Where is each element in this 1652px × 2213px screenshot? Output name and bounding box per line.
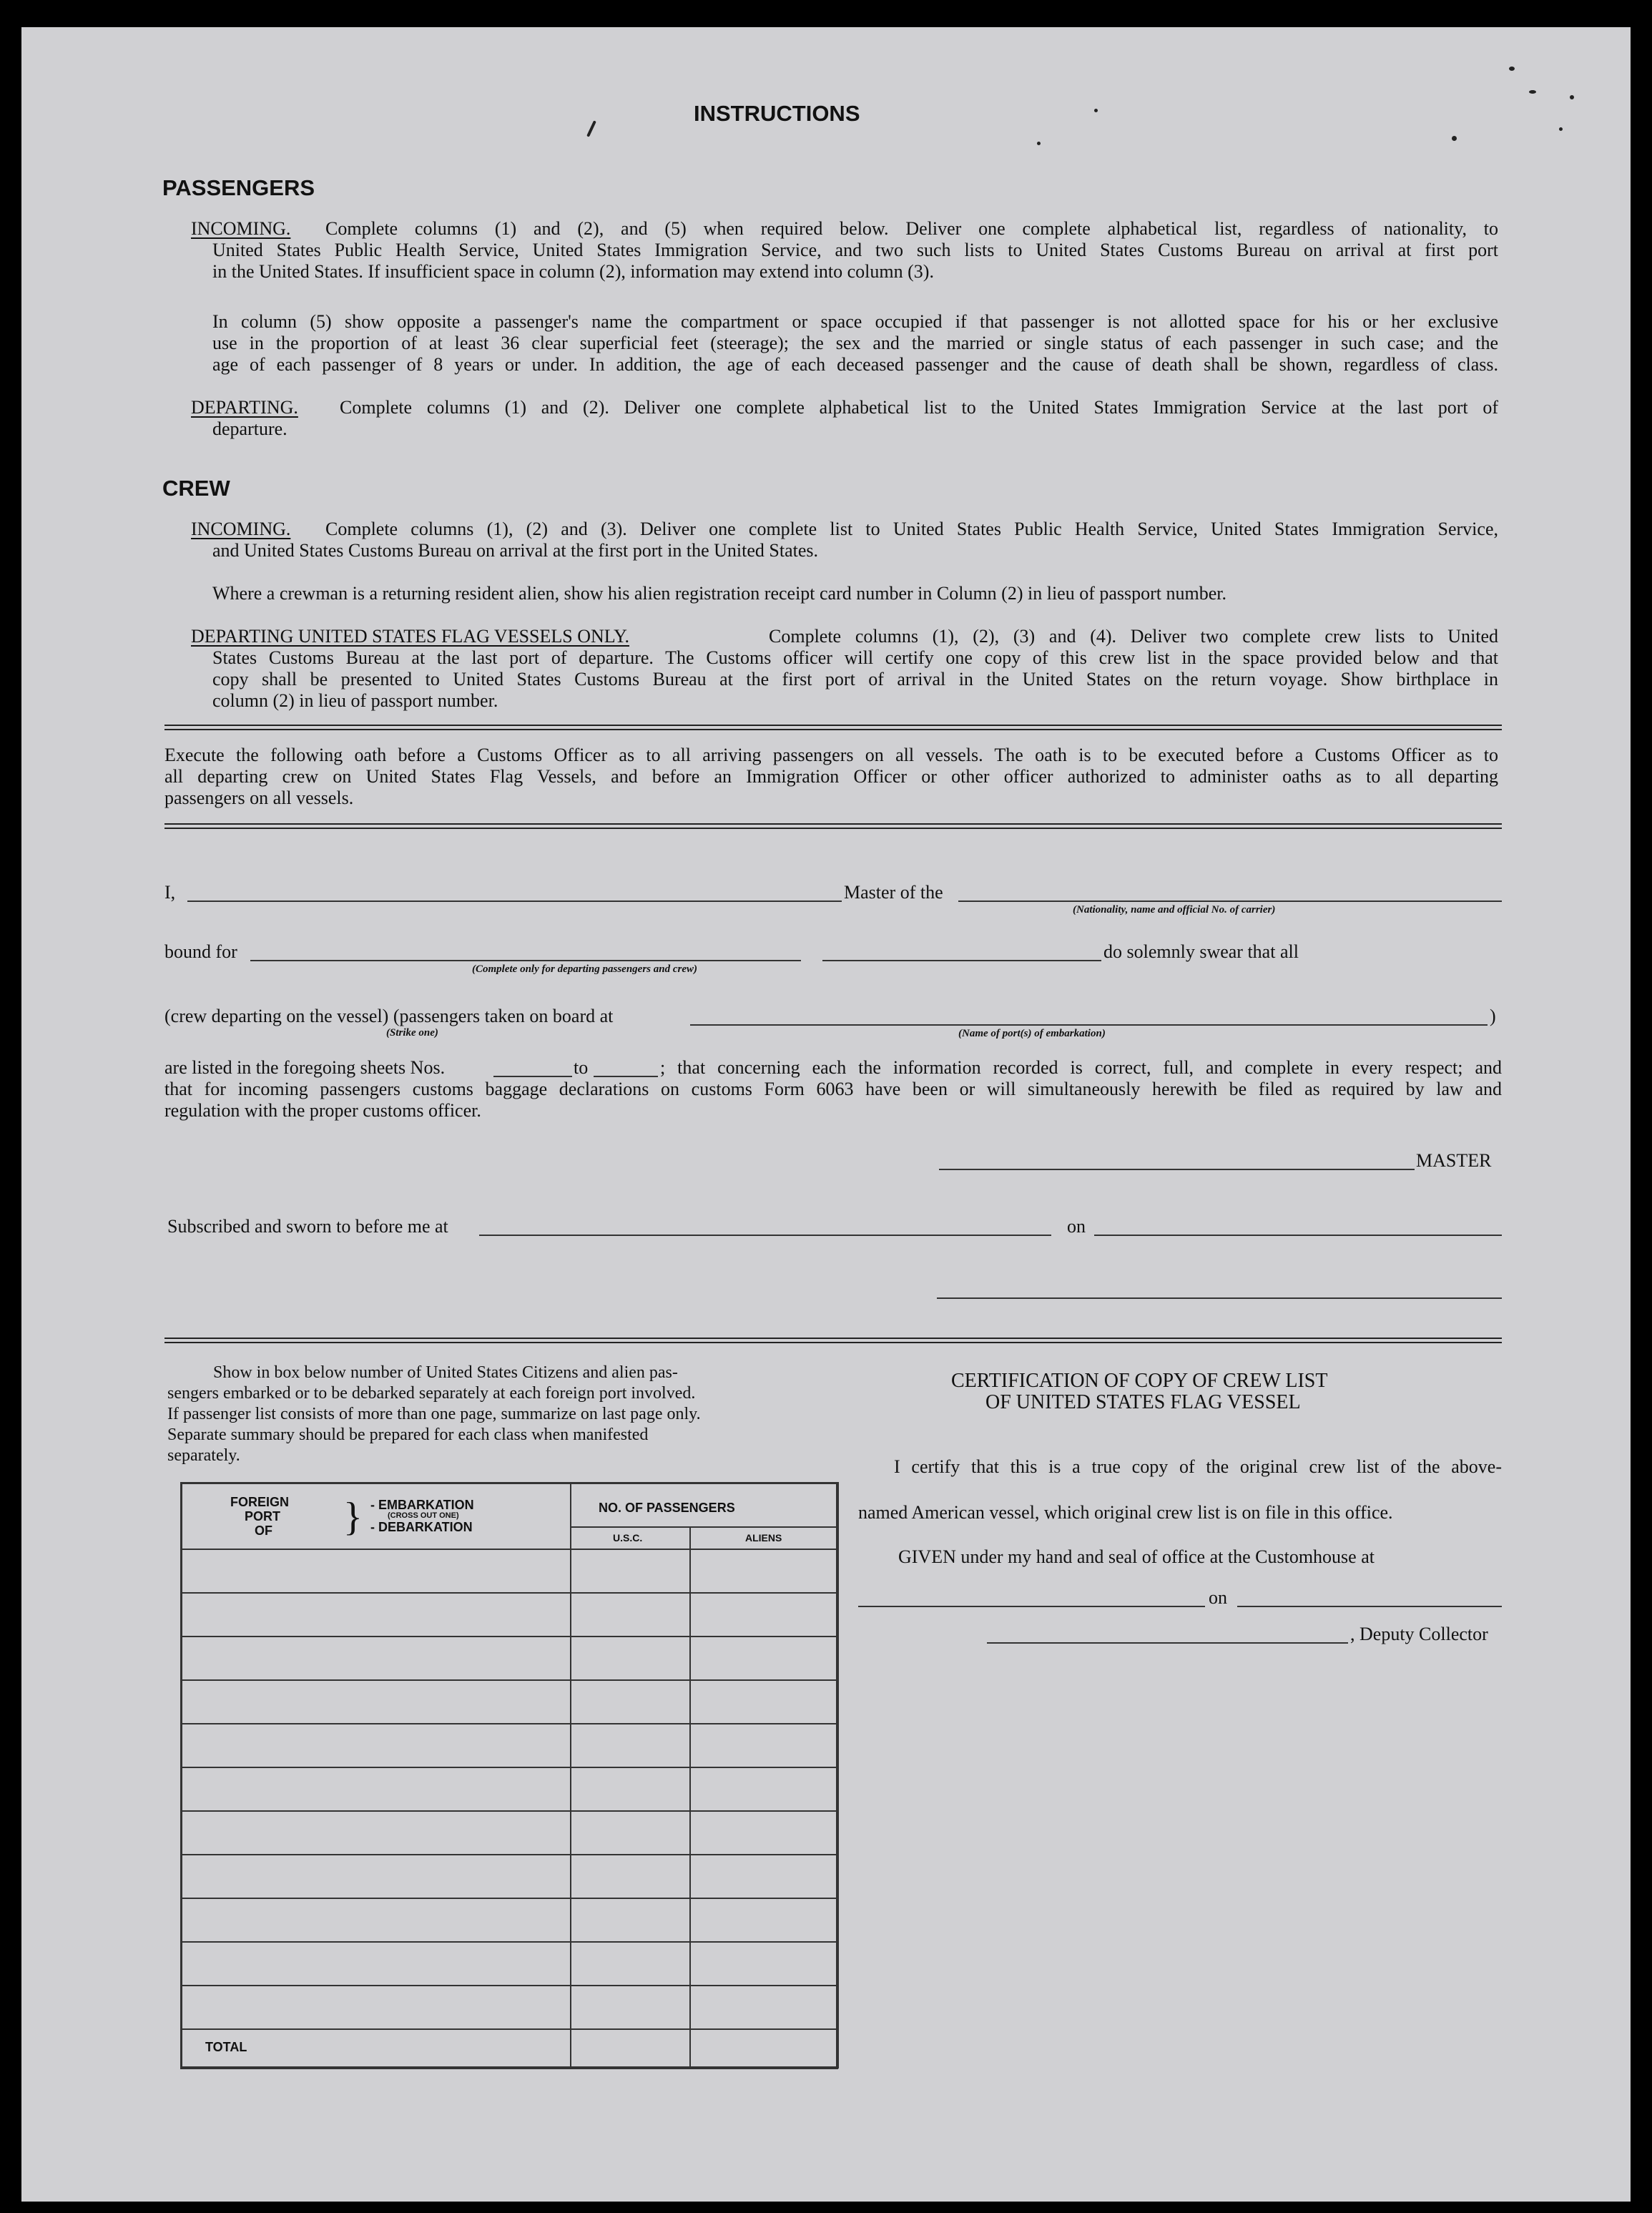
summary-instruction-line: If passenger list consists of more than one page, summarize on last page only. (167, 1405, 701, 1423)
listed-to: to (574, 1057, 589, 1078)
scan-speck (1094, 109, 1098, 112)
scan-speck (1559, 127, 1563, 131)
column5-line: use in the proportion of at least 36 clear superficial feet (steerage); the sex and the married or single status of each passenger in such case; and the (212, 333, 1498, 353)
oath-swear: do solemnly swear that all (1103, 941, 1299, 962)
divider (164, 729, 1502, 730)
nationality-caption: (Nationality, name and official No. of carrier) (1073, 904, 1276, 916)
strike-one-caption: (Strike one) (386, 1027, 438, 1039)
crew-heading: CREW (162, 476, 230, 501)
divider (164, 1338, 1502, 1339)
deputy-collector-label: , Deputy Collector (1350, 1624, 1488, 1644)
summary-instruction-line: sengers embarked or to be debarked separately at each foreign port involved. (167, 1384, 696, 1403)
listed-post: ; that concerning each the information recorded is correct, full, and complete in every respect; and (660, 1057, 1502, 1078)
listed-line: that for incoming passengers customs baggage declarations on customs Form 6063 have been or will simultaneously herewith be filed as required by law and (164, 1079, 1502, 1099)
table-border (180, 1482, 182, 2069)
carrier-field[interactable] (958, 901, 1502, 902)
bound-for-field-2[interactable] (822, 960, 1101, 961)
subscribed-label: Subscribed and sworn to before me at (167, 1216, 448, 1237)
table-row-divider (180, 1636, 838, 1637)
listed-line: regulation with the proper customs officer. (164, 1100, 481, 1121)
crew-incoming-label: INCOMING. (191, 519, 291, 539)
table-row-divider (180, 1854, 838, 1855)
passengers-incoming-line: Complete columns (1) and (2), and (5) when required below. Deliver one complete alphabetical list, regardless of nationality, to (325, 218, 1498, 239)
no-of-passengers-label: NO. OF PASSENGERS (599, 1501, 735, 1515)
passengers-incoming-label: INCOMING. (191, 218, 291, 239)
deputy-collector-signature-field[interactable] (987, 1642, 1348, 1644)
master-signature-field[interactable] (939, 1169, 1415, 1170)
table-row-divider (180, 1723, 838, 1724)
subscribed-date-field[interactable] (1094, 1235, 1502, 1236)
column-divider (570, 1482, 571, 2069)
certification-title: CERTIFICATION OF COPY OF CREW LIST (951, 1370, 1328, 1392)
table-row-divider (180, 1592, 838, 1594)
customhouse-field[interactable] (858, 1606, 1205, 1607)
crew-departing-line: column (2) in lieu of passport number. (212, 690, 498, 711)
form-page (21, 27, 1631, 2202)
table-border (180, 2066, 838, 2069)
oath-i: I, (164, 882, 176, 903)
crew-incoming-line: Complete columns (1), (2) and (3). Deliver one complete list to United States Public Health Service, United States Immigration Service, (325, 519, 1498, 539)
oath-instruction-line: all departing crew on United States Flag Vessels, and before an Immigration Officer or other officer authorized to administer oaths as to all departing (164, 766, 1498, 787)
table-row-divider (180, 1985, 838, 1986)
oath-crew-departing: (crew departing on the vessel) (passengers taken on board at (164, 1006, 614, 1026)
table-row-divider (180, 1941, 838, 1943)
table-border (836, 1482, 839, 2069)
summary-instruction-line: separately. (167, 1446, 240, 1465)
scan-speck (1570, 95, 1574, 99)
passenger-summary-table (180, 1482, 838, 2069)
debarkation-label: - DEBARKATION (370, 1520, 473, 1534)
ports-caption: (Name of port(s) of embarkation) (958, 1028, 1106, 1039)
scan-speck (1037, 142, 1041, 145)
table-row-divider (180, 1898, 838, 1899)
passengers-departing-label: DEPARTING. (191, 397, 298, 418)
passengers-incoming-line: United States Public Health Service, United States Immigration Service, and two such lists to United States Customs Bureau on arrival at first port (212, 240, 1498, 260)
bound-caption: (Complete only for departing passengers and crew) (472, 963, 697, 975)
header-divider (180, 1549, 838, 1550)
scan-speck (1529, 90, 1536, 94)
passengers-departing-line: Complete columns (1) and (2). Deliver one complete alphabetical list to the United States Immigration Service at the last port of (340, 397, 1498, 418)
table-row-divider (180, 1679, 838, 1681)
crew-departing-line: States Customs Bureau at the last port of departure. The Customs officer will certify one copy of this crew list in the space provided below and that (212, 647, 1498, 668)
brace-icon: } (343, 1495, 363, 1539)
passengers-incoming-line: in the United States. If insufficient space in column (2), information may extend into column (3). (212, 261, 934, 282)
oath-bound-for: bound for (164, 941, 237, 962)
crew-departing-line: Complete columns (1), (2), (3) and (4). Deliver two complete crew lists to United (769, 626, 1498, 647)
scan-speck (1509, 67, 1515, 71)
sheets-to-field[interactable] (594, 1076, 658, 1077)
divider (164, 1342, 1502, 1343)
close-paren: ) (1490, 1006, 1496, 1026)
summary-instruction-line: Show in box below number of United States Citizens and alien pas- (213, 1363, 678, 1382)
subscribed-on: on (1067, 1216, 1086, 1237)
column5-line: age of each passenger of 8 years or under. In addition, the age of each deceased passenger and the cause of death shall be shown, regardless of class. (212, 354, 1498, 375)
oath-instruction-line: Execute the following oath before a Customs Officer as to all arriving passengers on all vessels. The oath is to be executed before a Customs Officer as to (164, 745, 1498, 765)
foreign-label: FOREIGN (230, 1495, 290, 1509)
embarkation-label: - EMBARKATION (370, 1498, 474, 1512)
certify-line: named American vessel, which original crew list is on file in this office. (858, 1502, 1393, 1523)
column-divider (689, 1526, 691, 2069)
table-row-divider (180, 2028, 838, 2030)
usc-label: U.S.C. (613, 1532, 643, 1544)
scan-speck (1452, 136, 1457, 141)
divider (164, 725, 1502, 726)
certify-line: I certify that this is a true copy of the original crew list of the above- (894, 1456, 1502, 1477)
ports-field[interactable] (690, 1024, 1488, 1026)
listed-pre: are listed in the foregoing sheets Nos. (164, 1057, 446, 1078)
passengers-departing-line: departure. (212, 418, 287, 439)
crew-departing-line: copy shall be presented to United States Customs Bureau at the first port of arrival in the United States on the return voyage. Show birthplace in (212, 669, 1498, 690)
scan-speck (586, 120, 596, 137)
certification-on: on (1209, 1587, 1227, 1608)
passengers-heading: PASSENGERS (162, 175, 315, 200)
table-row-divider (180, 1767, 838, 1768)
summary-instruction-line: Separate summary should be prepared for each class when manifested (167, 1426, 649, 1444)
crew-resident-line: Where a crewman is a returning resident alien, show his alien registration receipt card number in Column (2) in lieu of passport number. (212, 583, 1227, 604)
subscribed-at-field[interactable] (479, 1235, 1051, 1236)
column5-line: In column (5) show opposite a passenger's name the compartment or space occupied if that passenger is not allotted space for his or her exclusive (212, 311, 1498, 332)
aliens-label: ALIENS (745, 1532, 782, 1544)
cross-out-label: (CROSS OUT ONE) (388, 1511, 459, 1520)
certification-title: OF UNITED STATES FLAG VESSEL (985, 1391, 1301, 1413)
oath-instruction-line: passengers on all vessels. (164, 787, 354, 808)
port-label: PORT (245, 1509, 281, 1523)
sheets-from-field[interactable] (493, 1076, 572, 1077)
header-divider (570, 1526, 838, 1528)
bound-for-field[interactable] (250, 960, 801, 961)
divider (164, 823, 1502, 825)
certification-date-field[interactable] (1237, 1606, 1502, 1607)
instructions-title: INSTRUCTIONS (694, 101, 860, 126)
total-label: TOTAL (205, 2040, 247, 2054)
table-row-divider (180, 1810, 838, 1812)
oath-master-of-the: Master of the (844, 882, 943, 903)
master-name-field[interactable] (187, 901, 842, 902)
of-label: OF (255, 1523, 272, 1538)
crew-incoming-line: and United States Customs Bureau on arrival at the first port in the United States. (212, 540, 819, 561)
given-line: GIVEN under my hand and seal of office at the Customhouse at (898, 1546, 1375, 1567)
master-label: MASTER (1416, 1150, 1492, 1171)
officer-signature-field[interactable] (937, 1297, 1502, 1299)
divider (164, 828, 1502, 829)
crew-departing-label: DEPARTING UNITED STATES FLAG VESSELS ONLY. (191, 626, 629, 647)
table-border (180, 1482, 838, 1484)
